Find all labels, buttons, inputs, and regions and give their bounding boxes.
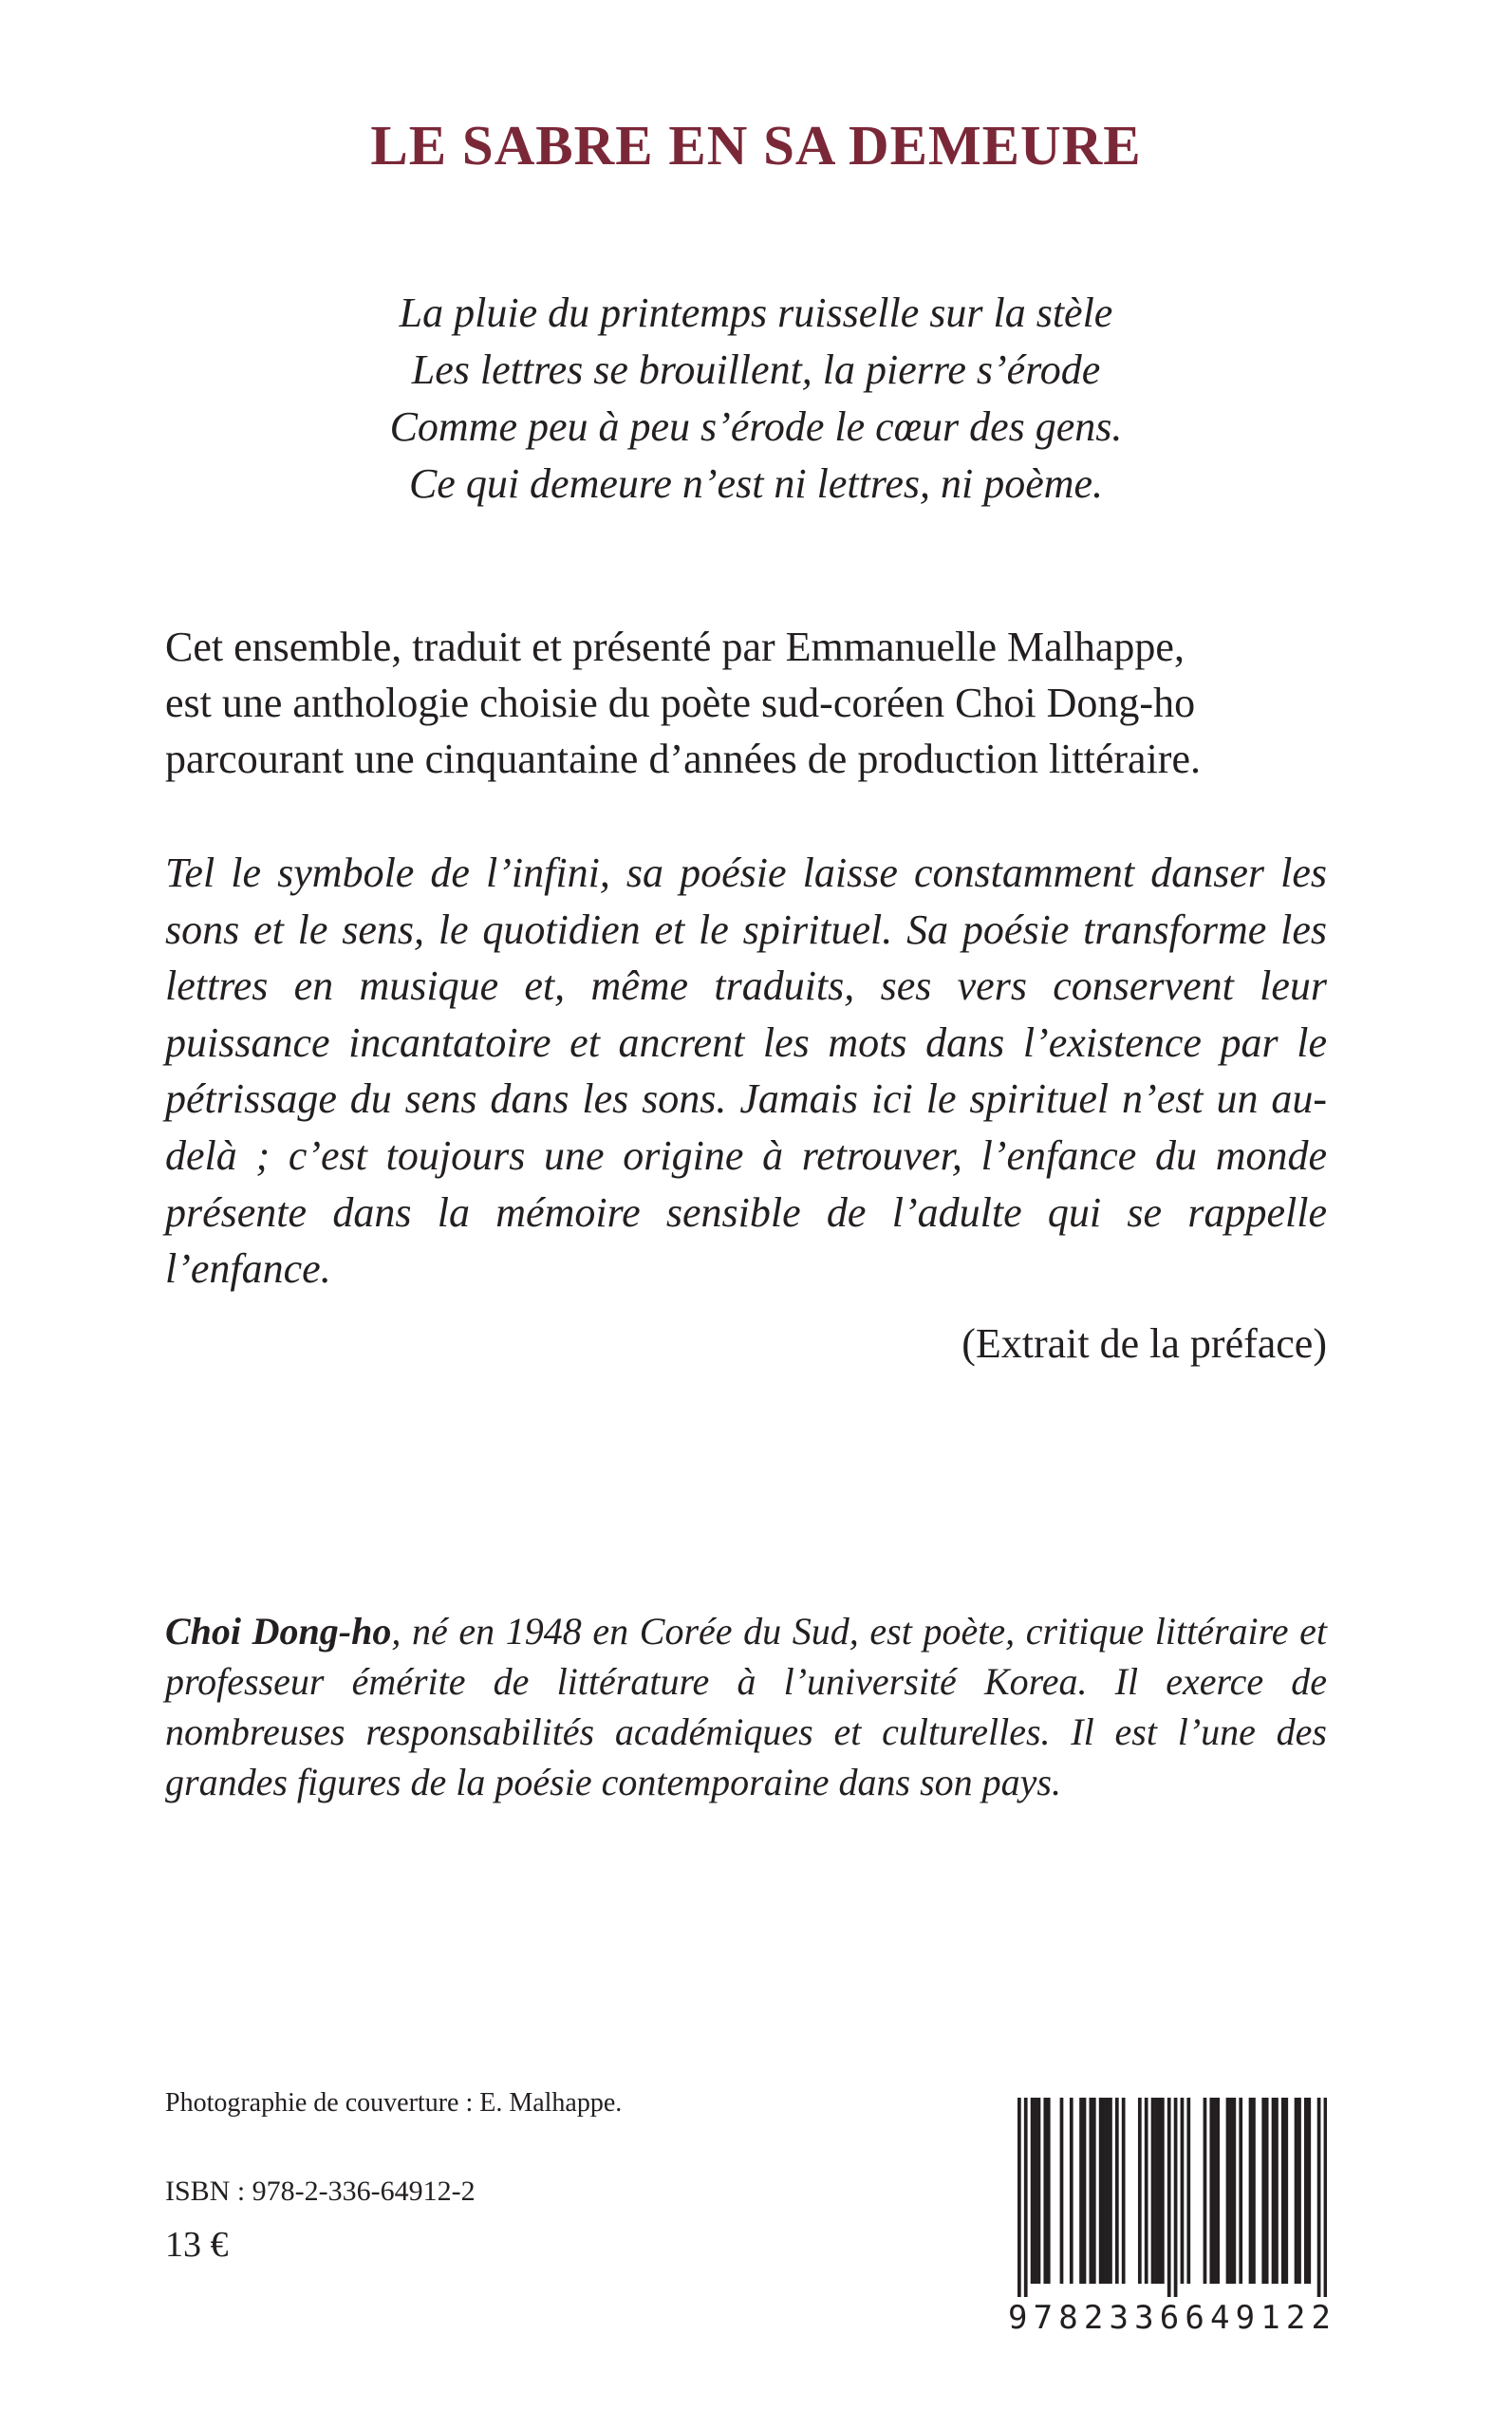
- barcode-bar: [1138, 2098, 1142, 2284]
- barcode-bar: [1047, 2098, 1051, 2284]
- book-title: LE SABRE EN SA DEMEURE: [370, 114, 1142, 177]
- barcode-bar: [1083, 2098, 1087, 2284]
- barcode-bar: [1099, 2098, 1103, 2284]
- barcode-bar: [1284, 2098, 1288, 2284]
- epigraph-poem: [0, 285, 1512, 513]
- barcode-bar: [1281, 2098, 1285, 2284]
- barcode-bar: [1024, 2098, 1028, 2297]
- barcode-bar: [1216, 2098, 1220, 2284]
- barcode-bar: [1060, 2098, 1064, 2284]
- barcode-bar: [1204, 2098, 1207, 2284]
- barcode-bar: [1174, 2098, 1178, 2297]
- barcode-digit: 6: [1159, 2299, 1180, 2337]
- barcode-digit: 6: [1185, 2299, 1204, 2337]
- barcode-bar: [1272, 2098, 1276, 2284]
- barcode-digit: 3: [1134, 2299, 1154, 2337]
- barcode-bar: [1186, 2098, 1190, 2284]
- author-name: Choi Dong-ho: [165, 1610, 392, 1653]
- barcode-bar: [1229, 2098, 1233, 2284]
- preface-source: (Extrait de la préface): [961, 1320, 1327, 1367]
- barcode-bar: [1307, 2098, 1311, 2284]
- intro-line: Cet ensemble, traduit et présenté par Emmanuelle Malhappe,: [165, 624, 1185, 670]
- barcode-bar: [1261, 2098, 1265, 2284]
- barcode-bar: [1275, 2098, 1279, 2284]
- barcode-bar: [1145, 2098, 1148, 2284]
- barcode-digit: 4: [1210, 2299, 1230, 2337]
- barcode-bar: [1017, 2098, 1021, 2297]
- barcode-bar: [1324, 2098, 1327, 2297]
- barcode-digit: 2: [1311, 2299, 1331, 2337]
- barcode-digit: 1: [1260, 2299, 1280, 2337]
- barcode-bar: [1109, 2098, 1112, 2284]
- barcode-bar: [1161, 2098, 1165, 2284]
- barcode-digit: 2: [1083, 2299, 1104, 2337]
- barcode-bar: [1167, 2098, 1171, 2297]
- preface-excerpt: Tel le symbole de l’infini, sa poésie laisse constamment danser les sons et le sens, le quotidien et le spirituel. Sa poésie transforme les lettres en musique et, même traduits, ses vers conservent leur puissance incantatoire et ancrent les mots dans l’existence par le pétrissage du sens dans les sons. Jamais ici le spirituel n’est un au-delà ; c’est toujours une origine à retrouver, l’enfance du monde présente dans la mémoire sensible de l’adulte qui se rappelle l’enfance.: [165, 850, 1327, 1293]
- poem-line: La pluie du printemps ruisselle sur la stèle: [399, 289, 1113, 336]
- barcode-bar: [1154, 2098, 1158, 2284]
- barcode-bar: [1122, 2098, 1126, 2284]
- author-bio: [165, 1606, 1327, 1807]
- barcode-digit: 2: [1285, 2299, 1306, 2337]
- barcode-bar: [1102, 2098, 1106, 2284]
- barcode-bar: [1031, 2098, 1035, 2284]
- barcode-digits: [1008, 2299, 1331, 2337]
- isbn: ISBN : 978-2-336-64912-2: [165, 2176, 476, 2207]
- barcode-bar: [1304, 2098, 1308, 2284]
- barcode-bar: [1070, 2098, 1073, 2284]
- barcode-bar: [1115, 2098, 1119, 2284]
- barcode-bar: [1043, 2098, 1047, 2284]
- barcode-bar: [1151, 2098, 1155, 2284]
- barcode-bar: [1265, 2098, 1269, 2284]
- barcode-bar: [1213, 2098, 1217, 2284]
- barcode-digit: 8: [1058, 2299, 1078, 2337]
- photo-credit: Photographie de couverture : E. Malhappe.: [165, 2088, 623, 2118]
- barcode-bar: [1158, 2098, 1162, 2284]
- intro-line: parcourant une cinquantaine d’années de production littéraire.: [165, 736, 1201, 782]
- barcode-digit: 3: [1109, 2299, 1129, 2337]
- barcode-bar: [1106, 2098, 1110, 2284]
- barcode-bar: [1295, 2098, 1298, 2284]
- poem-line: Ce qui demeure n’est ni lettres, ni poème.: [408, 460, 1104, 507]
- barcode-digit: 9: [1008, 2299, 1028, 2337]
- price: 13 €: [165, 2225, 229, 2265]
- barcode-digit: 9: [1235, 2299, 1256, 2337]
- intro-paragraph: [165, 619, 1327, 787]
- barcode-bar: [1232, 2098, 1236, 2284]
- barcode-bar: [1209, 2098, 1213, 2284]
- barcode-digit: 7: [1033, 2299, 1054, 2337]
- barcode-bar: [1239, 2098, 1242, 2284]
- barcode-bar: [1034, 2098, 1037, 2284]
- ean13-barcode-icon: [1017, 2098, 1327, 2297]
- barcode-bar: [1317, 2098, 1321, 2297]
- barcode-bar: [1252, 2098, 1256, 2284]
- barcode-bar: [1249, 2098, 1253, 2284]
- intro-line: est une anthologie choisie du poète sud-coréen Choi Dong-ho: [165, 680, 1196, 726]
- poem-line: Comme peu à peu s’érode le cœur des gens.: [389, 403, 1123, 450]
- poem-line: Les lettres se brouillent, la pierre s’érode: [411, 346, 1101, 393]
- barcode-bar: [1037, 2098, 1041, 2284]
- barcode-bar: [1226, 2098, 1230, 2284]
- barcode-bar: [1089, 2098, 1092, 2284]
- barcode-bar: [1092, 2098, 1096, 2284]
- barcode-bar: [1181, 2098, 1185, 2284]
- author-bio-text: , né en 1948 en Corée du Sud, est poète, critique littéraire et professeur émérite de littérature à l’université Korea. Il exerce de nombreuses responsabilités académiques et culturelles. Il est l’une des grandes figures de la poésie contemporaine dans son pays.: [165, 1610, 1327, 1803]
- barcode-bar: [1079, 2098, 1083, 2284]
- barcode-bar: [1297, 2098, 1301, 2284]
